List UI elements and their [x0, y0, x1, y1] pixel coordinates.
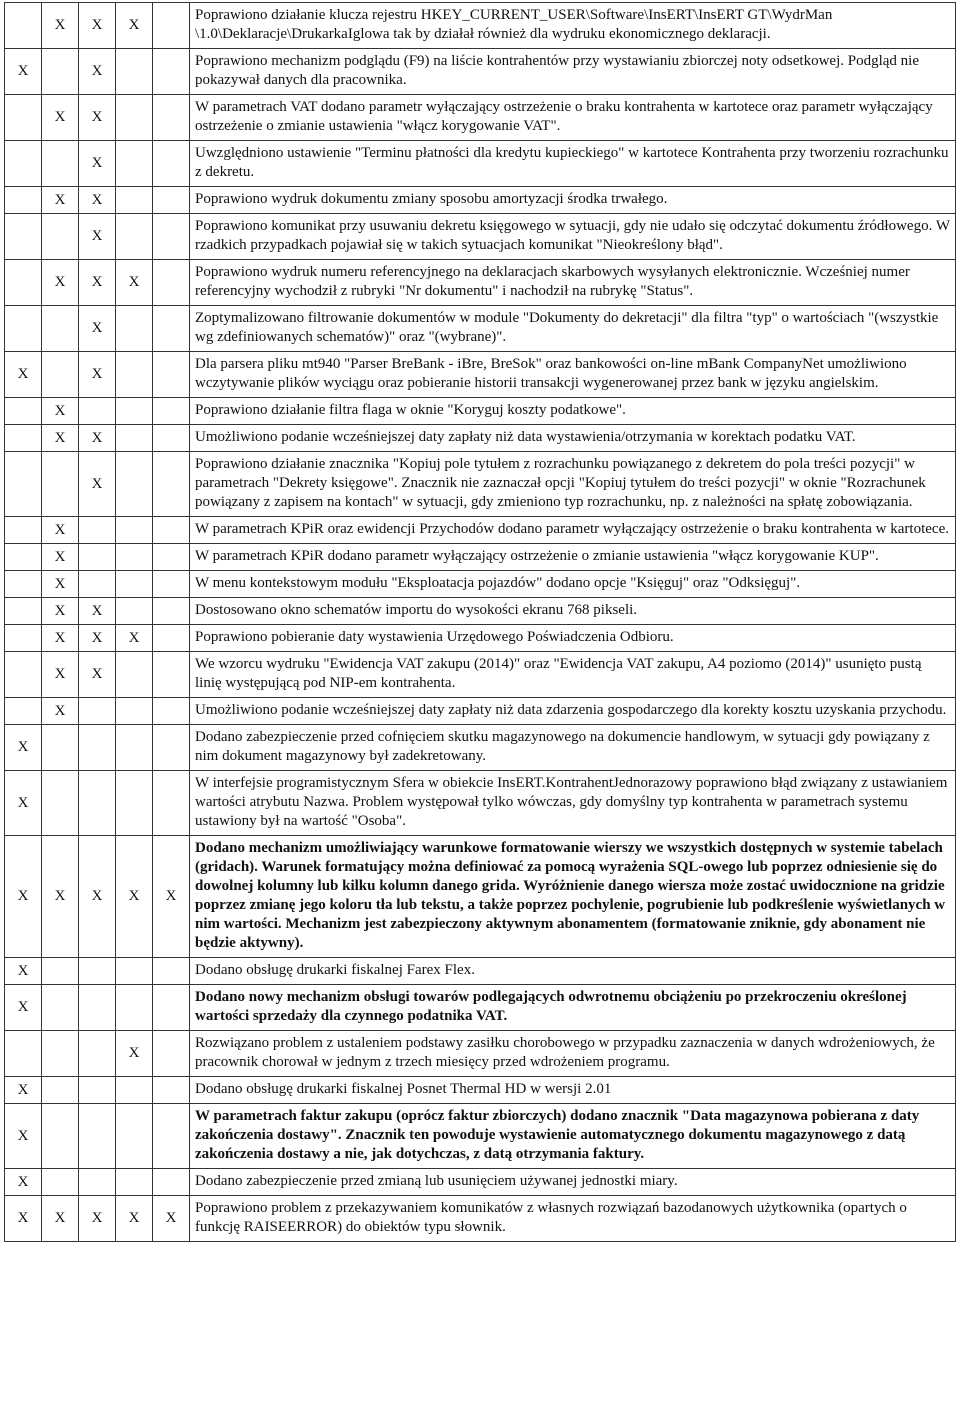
module-mark-cell — [153, 985, 190, 1031]
module-mark-cell: X — [42, 836, 79, 958]
module-mark-cell: X — [79, 187, 116, 214]
module-mark-cell — [5, 571, 42, 598]
changelog-row — [5, 571, 956, 598]
module-mark-cell: X — [42, 3, 79, 49]
module-mark-cell: X — [5, 352, 42, 398]
module-mark-cell: X — [42, 698, 79, 725]
module-mark-cell: X — [42, 260, 79, 306]
module-mark-cell — [153, 698, 190, 725]
module-mark-cell — [42, 958, 79, 985]
module-mark-cell — [153, 425, 190, 452]
module-mark-cell: X — [116, 836, 153, 958]
changelog-row — [5, 652, 956, 698]
module-mark-cell — [5, 544, 42, 571]
module-mark-cell — [153, 571, 190, 598]
changelog-row — [5, 187, 956, 214]
module-mark-cell — [5, 95, 42, 141]
module-mark-cell — [79, 958, 116, 985]
module-mark-cell: X — [79, 49, 116, 95]
module-mark-cell — [42, 352, 79, 398]
module-mark-cell: X — [79, 452, 116, 517]
module-mark-cell — [42, 771, 79, 836]
module-mark-cell — [79, 725, 116, 771]
module-mark-cell: X — [116, 625, 153, 652]
change-description: Zoptymalizowano filtrowanie dokumentów w module "Dokumenty do dekretacji" dla filtra "typ" o wartościach "(wszystkie wg zdefiniowanych schematów)" oraz "(wybrane)". — [190, 306, 956, 352]
module-mark-cell — [5, 452, 42, 517]
module-mark-cell — [116, 571, 153, 598]
changelog-row — [5, 306, 956, 352]
module-mark-cell — [116, 425, 153, 452]
module-mark-cell — [153, 958, 190, 985]
changelog-row — [5, 725, 956, 771]
module-mark-cell — [153, 1077, 190, 1104]
module-mark-cell — [42, 1077, 79, 1104]
module-mark-cell — [116, 771, 153, 836]
changelog-row — [5, 452, 956, 517]
module-mark-cell — [116, 517, 153, 544]
module-mark-cell: X — [116, 260, 153, 306]
module-mark-cell: X — [116, 1031, 153, 1077]
module-mark-cell — [153, 544, 190, 571]
module-mark-cell — [42, 452, 79, 517]
module-mark-cell — [5, 214, 42, 260]
module-mark-cell — [79, 1104, 116, 1169]
changelog-row — [5, 544, 956, 571]
module-mark-cell: X — [79, 214, 116, 260]
module-mark-cell — [5, 1031, 42, 1077]
change-description: Dodano zabezpieczenie przed cofnięciem skutku magazynowego na dokumencie handlowym, w sytuacji gdy powiązany z nim dokument magazynowy był zadekretowany. — [190, 725, 956, 771]
module-mark-cell: X — [79, 836, 116, 958]
changelog-row — [5, 836, 956, 958]
changelog-row — [5, 1104, 956, 1169]
module-mark-cell: X — [42, 187, 79, 214]
module-mark-cell — [116, 698, 153, 725]
change-description: Poprawiono pobieranie daty wystawienia Urzędowego Poświadczenia Odbioru. — [190, 625, 956, 652]
changelog-row — [5, 1169, 956, 1196]
module-mark-cell — [116, 452, 153, 517]
changelog-body — [5, 3, 956, 1242]
module-mark-cell: X — [5, 725, 42, 771]
changelog-table — [4, 2, 956, 1242]
module-mark-cell: X — [153, 836, 190, 958]
module-mark-cell — [153, 306, 190, 352]
changelog-row — [5, 1196, 956, 1242]
module-mark-cell — [79, 571, 116, 598]
module-mark-cell: X — [79, 3, 116, 49]
module-mark-cell — [116, 1169, 153, 1196]
module-mark-cell — [5, 398, 42, 425]
module-mark-cell — [153, 652, 190, 698]
module-mark-cell — [153, 141, 190, 187]
module-mark-cell — [79, 985, 116, 1031]
module-mark-cell — [153, 95, 190, 141]
changelog-row — [5, 958, 956, 985]
module-mark-cell: X — [79, 141, 116, 187]
module-mark-cell — [153, 1031, 190, 1077]
module-mark-cell — [5, 187, 42, 214]
changelog-row — [5, 49, 956, 95]
change-description: Poprawiono działanie filtra flaga w oknie "Koryguj koszty podatkowe". — [190, 398, 956, 425]
module-mark-cell — [153, 1104, 190, 1169]
module-mark-cell — [153, 187, 190, 214]
module-mark-cell — [42, 1104, 79, 1169]
module-mark-cell — [42, 1169, 79, 1196]
changelog-row — [5, 260, 956, 306]
module-mark-cell: X — [5, 1104, 42, 1169]
changelog-row — [5, 214, 956, 260]
module-mark-cell: X — [42, 652, 79, 698]
changelog-row — [5, 771, 956, 836]
module-mark-cell — [79, 398, 116, 425]
module-mark-cell — [116, 598, 153, 625]
module-mark-cell — [116, 95, 153, 141]
change-description: W menu kontekstowym modułu "Eksploatacja pojazdów" dodano opcje "Księguj" oraz "Odksięguj". — [190, 571, 956, 598]
module-mark-cell: X — [116, 1196, 153, 1242]
module-mark-cell — [153, 517, 190, 544]
change-description: Poprawiono działanie klucza rejestru HKEY_CURRENT_USER\Software\InsERT\InsERT GT\WydrMan \1.0\Deklaracje\DrukarkaIglowa tak by działał również dla wydruku ekonomicznego deklaracji. — [190, 3, 956, 49]
module-mark-cell — [153, 398, 190, 425]
module-mark-cell: X — [153, 1196, 190, 1242]
module-mark-cell — [5, 598, 42, 625]
module-mark-cell: X — [79, 1196, 116, 1242]
module-mark-cell: X — [42, 95, 79, 141]
module-mark-cell — [153, 260, 190, 306]
module-mark-cell: X — [42, 571, 79, 598]
change-description: Umożliwiono podanie wcześniejszej daty zapłaty niż data zdarzenia gospodarczego dla korekty kosztu uzyskania przychodu. — [190, 698, 956, 725]
module-mark-cell — [5, 260, 42, 306]
change-description: Dodano obsługę drukarki fiskalnej Posnet Thermal HD w wersji 2.01 — [190, 1077, 956, 1104]
change-description: Poprawiono problem z przekazywaniem komunikatów z własnych rozwiązań bazodanowych użytkownika (opartych o funkcję RAISEERROR) do obiektów typu słownik. — [190, 1196, 956, 1242]
module-mark-cell: X — [79, 652, 116, 698]
module-mark-cell — [42, 306, 79, 352]
module-mark-cell — [153, 452, 190, 517]
module-mark-cell — [42, 49, 79, 95]
module-mark-cell: X — [5, 1196, 42, 1242]
module-mark-cell: X — [42, 598, 79, 625]
module-mark-cell: X — [79, 260, 116, 306]
module-mark-cell: X — [42, 625, 79, 652]
changelog-row — [5, 352, 956, 398]
module-mark-cell: X — [42, 517, 79, 544]
module-mark-cell: X — [5, 958, 42, 985]
module-mark-cell: X — [5, 985, 42, 1031]
module-mark-cell — [116, 141, 153, 187]
module-mark-cell — [79, 1077, 116, 1104]
module-mark-cell — [153, 625, 190, 652]
module-mark-cell — [79, 698, 116, 725]
change-description: Umożliwiono podanie wcześniejszej daty zapłaty niż data wystawienia/otrzymania w korektach podatku VAT. — [190, 425, 956, 452]
module-mark-cell — [153, 49, 190, 95]
changelog-row — [5, 985, 956, 1031]
change-description: W parametrach KPiR oraz ewidencji Przychodów dodano parametr wyłączający ostrzeżenie o braku kontrahenta w kartotece. — [190, 517, 956, 544]
change-description: Poprawiono wydruk dokumentu zmiany sposobu amortyzacji środka trwałego. — [190, 187, 956, 214]
module-mark-cell — [116, 725, 153, 771]
module-mark-cell — [153, 214, 190, 260]
change-description: Dostosowano okno schematów importu do wysokości ekranu 768 pikseli. — [190, 598, 956, 625]
module-mark-cell — [116, 187, 153, 214]
changelog-row — [5, 3, 956, 49]
change-description: Uwzględniono ustawienie "Terminu płatności dla kredytu kupieckiego" w kartotece Kontrahenta przy tworzeniu rozrachunku z dekretu. — [190, 141, 956, 187]
module-mark-cell: X — [79, 306, 116, 352]
module-mark-cell — [5, 652, 42, 698]
module-mark-cell — [153, 771, 190, 836]
module-mark-cell — [153, 725, 190, 771]
module-mark-cell — [5, 425, 42, 452]
changelog-row — [5, 398, 956, 425]
module-mark-cell — [116, 985, 153, 1031]
module-mark-cell: X — [79, 425, 116, 452]
changelog-row — [5, 698, 956, 725]
module-mark-cell: X — [79, 625, 116, 652]
module-mark-cell — [79, 517, 116, 544]
module-mark-cell — [153, 3, 190, 49]
module-mark-cell — [79, 544, 116, 571]
change-description: W parametrach KPiR dodano parametr wyłączający ostrzeżenie o zmianie ustawienia "włącz korygowanie KUP". — [190, 544, 956, 571]
module-mark-cell — [153, 598, 190, 625]
module-mark-cell: X — [116, 3, 153, 49]
change-description: W interfejsie programistycznym Sfera w obiekcie InsERT.KontrahentJednorazowy poprawiono błąd związany z ustawianiem wartości atrybutu Nazwa. Problem występował tylko wówczas, gdy domyślny typ kontrahenta w parametrach systemu ustawiony był na wartość "Osoba". — [190, 771, 956, 836]
module-mark-cell — [42, 141, 79, 187]
changelog-row — [5, 425, 956, 452]
module-mark-cell — [5, 306, 42, 352]
module-mark-cell — [79, 771, 116, 836]
module-mark-cell: X — [42, 398, 79, 425]
change-description: Dla parsera pliku mt940 "Parser BreBank - iBre, BreSok" oraz bankowości on-line mBank CompanyNet umożliwiono wczytywanie plików wyciągu oraz pobieranie historii transakcji wygenerowanej przez bank w języku angielskim. — [190, 352, 956, 398]
changelog-row — [5, 1031, 956, 1077]
module-mark-cell: X — [42, 1196, 79, 1242]
module-mark-cell — [116, 958, 153, 985]
module-mark-cell — [116, 214, 153, 260]
module-mark-cell: X — [42, 544, 79, 571]
module-mark-cell: X — [5, 771, 42, 836]
change-description: Dodano obsługę drukarki fiskalnej Farex Flex. — [190, 958, 956, 985]
module-mark-cell: X — [79, 352, 116, 398]
module-mark-cell — [42, 725, 79, 771]
module-mark-cell — [5, 625, 42, 652]
module-mark-cell — [153, 352, 190, 398]
module-mark-cell: X — [79, 598, 116, 625]
module-mark-cell: X — [5, 49, 42, 95]
module-mark-cell — [5, 698, 42, 725]
module-mark-cell — [42, 214, 79, 260]
module-mark-cell — [79, 1169, 116, 1196]
module-mark-cell — [116, 352, 153, 398]
module-mark-cell: X — [79, 95, 116, 141]
change-description: Poprawiono działanie znacznika "Kopiuj pole tytułem z rozrachunku powiązanego z dekretem do pola treści pozycji" w parametrach "Dekrety księgowe". Znacznik nie zaznaczał opcji "Kopiuj tytułem do treści pozycji" w oknie "Rozrachunek powiązany z zapisem na kontach" w sytuacji, gdy zmieniono typ rozrachunku, np. z należności na spłatę zobowiązania. — [190, 452, 956, 517]
change-description: Poprawiono mechanizm podglądu (F9) na liście kontrahentów przy wystawianiu zbiorczej noty odsetkowej. Podgląd nie pokazywał danych dla pracownika. — [190, 49, 956, 95]
changelog-row — [5, 1077, 956, 1104]
module-mark-cell — [5, 141, 42, 187]
module-mark-cell: X — [42, 425, 79, 452]
module-mark-cell — [116, 652, 153, 698]
changelog-row — [5, 141, 956, 187]
change-description: We wzorcu wydruku "Ewidencja VAT zakupu (2014)" oraz "Ewidencja VAT zakupu, A4 poziomo (2014)" usunięto pustą linię występującą pod NIP-em kontrahenta. — [190, 652, 956, 698]
change-description: Poprawiono wydruk numeru referencyjnego na deklaracjach skarbowych wysyłanych elektronicznie. Wcześniej numer referencyjny wychodził z rubryki "Nr dokumentu" i nachodził na rubrykę "Status". — [190, 260, 956, 306]
module-mark-cell — [5, 517, 42, 544]
changelog-row — [5, 598, 956, 625]
changelog-row — [5, 517, 956, 544]
module-mark-cell — [42, 1031, 79, 1077]
module-mark-cell — [42, 985, 79, 1031]
module-mark-cell — [116, 306, 153, 352]
change-description: Dodano zabezpieczenie przed zmianą lub usunięciem używanej jednostki miary. — [190, 1169, 956, 1196]
changelog-row — [5, 95, 956, 141]
module-mark-cell — [116, 1077, 153, 1104]
module-mark-cell — [5, 3, 42, 49]
change-description: Poprawiono komunikat przy usuwaniu dekretu księgowego w sytuacji, gdy nie udało się odczytać dokumentu źródłowego. W rzadkich przypadkach pojawiał się w takich sytuacjach komunikat "Nieokreślony błąd". — [190, 214, 956, 260]
change-description: Dodano nowy mechanizm obsługi towarów podlegających odwrotnemu obciążeniu po przekroczeniu określonej wartości sprzedaży dla czynnego podatnika VAT. — [190, 985, 956, 1031]
change-description: W parametrach faktur zakupu (oprócz faktur zbiorczych) dodano znacznik "Data magazynowa pobierana z daty zakończenia dostawy". Znacznik ten powoduje wystawienie automatycznego dokumentu magazynowego z datą zakończenia dostawy a nie, jak dotychczas, z datą otrzymania faktury. — [190, 1104, 956, 1169]
change-description: Rozwiązano problem z ustaleniem podstawy zasiłku chorobowego w przypadku zaznaczenia w danych wdrożeniowych, że pracownik chorował w jednym z trzech miesięcy przed wdrożeniem programu. — [190, 1031, 956, 1077]
module-mark-cell: X — [5, 1169, 42, 1196]
module-mark-cell: X — [5, 1077, 42, 1104]
module-mark-cell — [79, 1031, 116, 1077]
module-mark-cell — [116, 398, 153, 425]
module-mark-cell — [153, 1169, 190, 1196]
module-mark-cell: X — [5, 836, 42, 958]
change-description: W parametrach VAT dodano parametr wyłączający ostrzeżenie o braku kontrahenta w kartotece oraz parametr wyłączający ostrzeżenie o zmianie ustawienia "włącz korygowanie VAT". — [190, 95, 956, 141]
module-mark-cell — [116, 1104, 153, 1169]
module-mark-cell — [116, 49, 153, 95]
change-description: Dodano mechanizm umożliwiający warunkowe formatowanie wierszy we wszystkich dostępnych w systemie tabelach (gridach). Warunek formatujący można definiować za pomocą wyrażenia SQL-owego lub poprzez odniesienie się do dowolnej kolumny lub kilku kolumn danego grida. Wyróżnienie danego wiersza może zostać uwidocznione na gridzie poprzez zmianę jego koloru tła lub tekstu, a także poprzez pochylenie, pogrubienie lub podkreślenie wyświetlanych w nim wartości. Mechanizm jest zabezpieczony aktywnym abonamentem (formatowanie zniknie, gdy abonament nie będzie aktywny). — [190, 836, 956, 958]
changelog-row — [5, 625, 956, 652]
module-mark-cell — [116, 544, 153, 571]
